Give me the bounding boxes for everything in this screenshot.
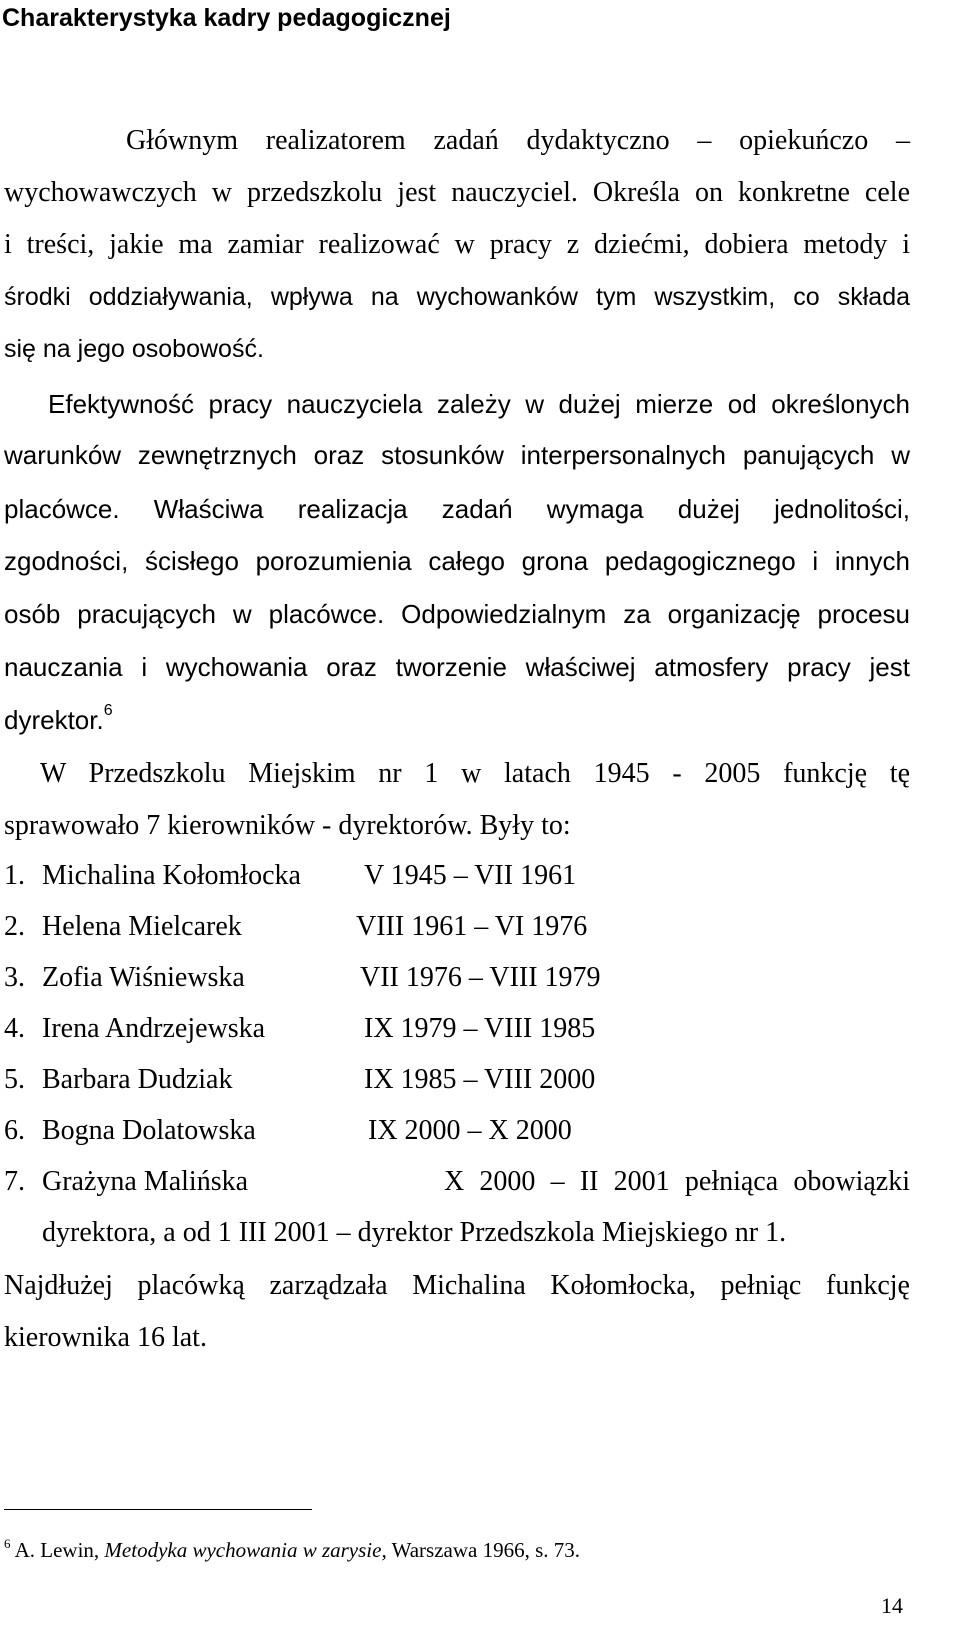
paragraph-line: się na jego osobowość.	[4, 335, 264, 363]
paragraph-line: Efektywność pracy nauczyciela zależy w dużej mierze od określonych	[48, 389, 910, 419]
list-item-name: Zofia Wiśniewska	[42, 962, 245, 993]
list-item	[4, 1009, 910, 1049]
list-item	[4, 1060, 910, 1100]
list-item	[4, 1162, 910, 1202]
list-item-dates: VII 1976 – VIII 1979	[360, 962, 601, 993]
list-item-number: 7.	[4, 1166, 25, 1197]
paragraph-line: kierownika 16 lat.	[4, 1322, 207, 1353]
footnote-title: Metodyka wychowania w zarysie,	[104, 1538, 387, 1562]
list-item-name: Irena Andrzejewska	[42, 1013, 266, 1044]
section-heading: Charakterystyka kadry pedagogicznej	[2, 4, 451, 32]
list-item-continuation: dyrektora, a od 1 III 2001 – dyrektor Przedszkola Miejskiego nr 1.	[42, 1217, 787, 1248]
paragraph-line: Najdłużej placówką zarządzała Michalina Kołomłocka, pełniąc funkcję	[4, 1270, 910, 1301]
list-item	[4, 1111, 910, 1151]
paragraph-line: środki oddziaływania, wpływa na wychowanków tym wszystkim, co składa	[4, 283, 910, 311]
list-item-name: Helena Mielcarek	[42, 911, 242, 942]
list-item-dates: VIII 1961 – VI 1976	[356, 911, 588, 942]
paragraph-line: placówce. Właściwa realizacja zadań wymaga dużej jednolitości,	[4, 494, 910, 524]
paragraph-line-text: dyrektor.	[4, 705, 104, 735]
footnote-publication: Warszawa 1966, s. 73.	[391, 1538, 581, 1562]
list-item-number: 6.	[4, 1115, 25, 1146]
paragraph-line: wychowawczych w przedszkolu jest nauczyciel. Określa on konkretne cele	[4, 177, 910, 208]
paragraph-line	[4, 700, 113, 740]
list-item-name: Barbara Dudziak	[42, 1064, 233, 1095]
paragraph-line: zgodności, ścisłego porozumienia całego grona pedagogicznego i innych	[4, 546, 910, 576]
list-item-name: Bogna Dolatowska	[42, 1115, 256, 1146]
footnote-reference[interactable]: 6	[103, 702, 113, 719]
list-item-name: Michalina Kołomłocka	[42, 860, 301, 891]
paragraph-line: osób pracujących w placówce. Odpowiedzialnym za organizację procesu	[4, 599, 910, 629]
footnote-author: A. Lewin,	[14, 1538, 100, 1562]
list-item-number: 4.	[4, 1013, 25, 1044]
list-item-number: 1.	[4, 860, 25, 891]
list-item-dates: V 1945 – VII 1961	[364, 860, 577, 891]
paragraph-line: sprawowało 7 kierowników - dyrektorów. Były to:	[4, 810, 571, 841]
list-item-dates: IX 1979 – VIII 1985	[364, 1013, 596, 1044]
list-item	[4, 856, 910, 896]
paragraph-line: W Przedszkolu Miejskim nr 1 w latach 1945 - 2005 funkcję tę	[40, 758, 910, 789]
paragraph-line: warunków zewnętrznych oraz stosunków interpersonalnych panujących w	[4, 440, 910, 470]
page-number: 14	[881, 1593, 903, 1618]
list-item-dates: IX 1985 – VIII 2000	[364, 1064, 596, 1095]
list-item	[4, 958, 910, 998]
list-item-number: 2.	[4, 911, 25, 942]
list-item-number: 3.	[4, 962, 25, 993]
list-item-number: 5.	[4, 1064, 25, 1095]
footnote-number: 6	[4, 1536, 11, 1551]
footnote	[4, 1535, 580, 1565]
paragraph-line: Głównym realizatorem zadań dydaktyczno – opiekuńczo –	[126, 125, 910, 156]
list-item-name: Grażyna Malińska	[42, 1166, 249, 1197]
list-item-dates: X 2000 – II 2001 pełniąca obowiązki	[444, 1166, 910, 1197]
list-item	[4, 907, 910, 947]
list-item-dates: IX 2000 – X 2000	[368, 1115, 572, 1146]
paragraph-line: i treści, jakie ma zamiar realizować w pracy z dziećmi, dobiera metody i	[4, 229, 910, 260]
footnote-separator	[4, 1509, 312, 1510]
paragraph-line: nauczania i wychowania oraz tworzenie właściwej atmosfery pracy jest	[4, 652, 910, 682]
